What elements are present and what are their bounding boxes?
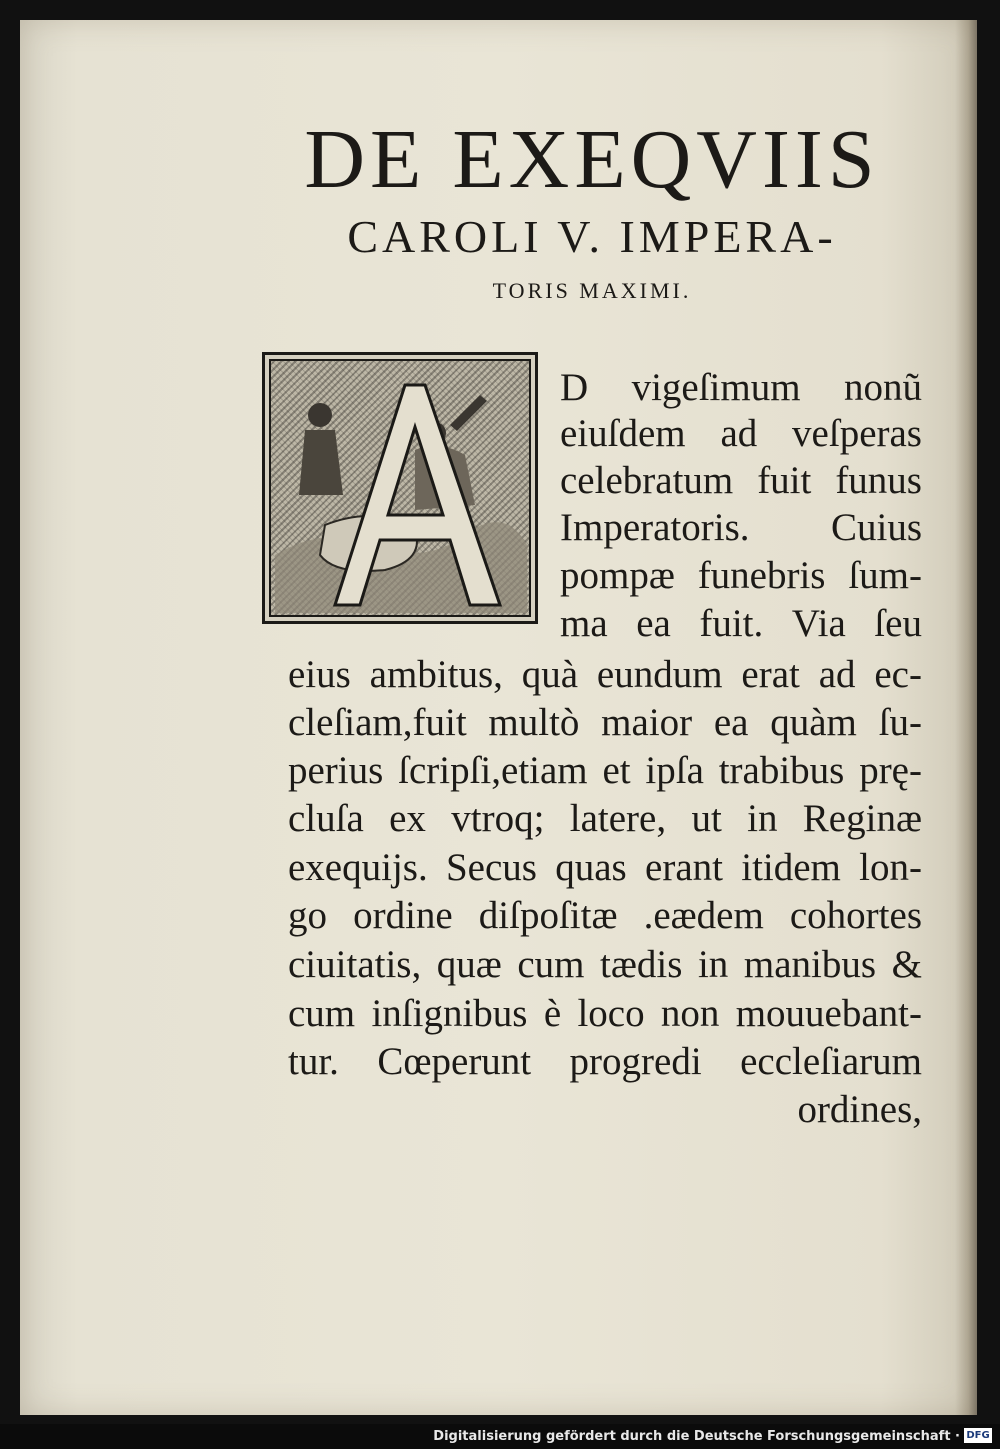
word: è: [543, 992, 562, 1035]
word: mouuebant-: [735, 992, 922, 1035]
word: celebratum: [560, 459, 734, 502]
word: ipſa: [645, 749, 704, 792]
word: vtroq;: [451, 797, 545, 840]
word: ma: [560, 602, 608, 645]
word: &: [891, 943, 922, 986]
word: quas: [555, 846, 627, 889]
text-line: [288, 848, 922, 887]
word: cohortes: [789, 894, 922, 937]
word: manibus: [743, 943, 877, 986]
word: ſum-: [848, 554, 922, 597]
word: ſu-: [878, 701, 922, 744]
word: ea: [636, 602, 671, 645]
word: Cuius: [830, 506, 922, 549]
text-line: [288, 945, 922, 984]
word: ea: [713, 701, 749, 744]
word: diſpoſitæ: [478, 894, 618, 937]
decorated-initial: [262, 352, 538, 624]
word: ſcripſi,etiam: [398, 749, 588, 792]
text-line: [288, 994, 922, 1033]
word: eius: [288, 653, 351, 696]
text-line: [560, 414, 922, 453]
word: quà: [521, 653, 579, 696]
text-line: [560, 556, 922, 595]
word: Cœperunt: [377, 1040, 532, 1083]
text-line: [288, 703, 922, 742]
word: eundum: [596, 653, 723, 696]
word: funebris: [697, 554, 826, 597]
word: trabibus: [718, 749, 845, 792]
text-line: [288, 655, 922, 694]
word: itidem: [741, 846, 841, 889]
word: fuit: [757, 459, 812, 502]
text-line: [288, 1042, 922, 1081]
word: ordine: [353, 894, 453, 937]
word: tur.: [288, 1040, 339, 1083]
word: quàm: [770, 701, 857, 744]
word: eiuſdem: [560, 412, 686, 455]
word: ambitus,: [369, 653, 503, 696]
page-title: DE EXEQVIIS: [304, 113, 880, 206]
text-line: [288, 799, 922, 838]
word: erat: [741, 653, 800, 696]
word: quæ: [436, 943, 502, 986]
word: inſignibus: [371, 992, 528, 1035]
word: in: [747, 797, 778, 840]
word: lon-: [859, 846, 922, 889]
text-line: [560, 461, 922, 500]
word: cluſa: [288, 797, 364, 840]
page-subtitle-continued: TORIS MAXIMI.: [492, 278, 692, 303]
word: latere,: [569, 797, 667, 840]
word: .eædem: [643, 894, 764, 937]
word: maior: [601, 701, 693, 744]
text-line: [560, 368, 922, 407]
word: in: [697, 943, 729, 986]
word: ad: [818, 653, 856, 696]
word: fuit.: [699, 602, 764, 645]
initial-woodcut-image: [265, 355, 535, 621]
page-subtitle: CAROLI V. IMPERA-: [347, 211, 837, 262]
word: cum: [288, 992, 356, 1035]
word: prę-: [859, 749, 922, 792]
word: Secus: [445, 846, 537, 889]
footer-bar: [0, 1424, 1000, 1449]
word: ex: [389, 797, 426, 840]
word: eccleſiarum: [740, 1040, 922, 1083]
word: pompæ: [560, 554, 675, 597]
text-line: [560, 508, 922, 547]
word: perius: [288, 749, 384, 792]
word: D: [560, 366, 589, 409]
word: tædis: [600, 943, 683, 986]
word: ciuitatis,: [288, 943, 422, 986]
page-edge-shadow: [955, 20, 977, 1415]
word: vigeſimum: [631, 366, 801, 409]
dfg-logo: DFG: [964, 1428, 992, 1443]
word: veſperas: [792, 412, 922, 455]
word: erant: [645, 846, 723, 889]
word: funus: [835, 459, 922, 502]
word: exequijs.: [288, 846, 428, 889]
text-line: [288, 751, 922, 790]
word: non: [660, 992, 720, 1035]
word: multò: [488, 701, 580, 744]
word: ad: [720, 412, 758, 455]
word: nonũ: [843, 366, 922, 409]
word: et: [602, 749, 631, 792]
word: ſeu: [874, 602, 922, 645]
word: loco: [577, 992, 645, 1035]
word: Via: [791, 602, 846, 645]
word: progredi: [569, 1040, 702, 1083]
text-line: [288, 896, 922, 935]
word: Reginæ: [802, 797, 922, 840]
word: ec-: [874, 653, 922, 696]
footer-credit: Digitalisierung gefördert durch die Deutsche Forschungsgemeinschaft ·: [433, 1429, 960, 1444]
word: Imperatoris.: [560, 506, 750, 549]
word: ut: [691, 797, 722, 840]
text-line-catchword: ordines,: [797, 1088, 922, 1131]
word: cleſiam,fuit: [288, 701, 467, 744]
word: go: [288, 894, 327, 937]
text-line: [560, 604, 922, 643]
word: cum: [517, 943, 585, 986]
